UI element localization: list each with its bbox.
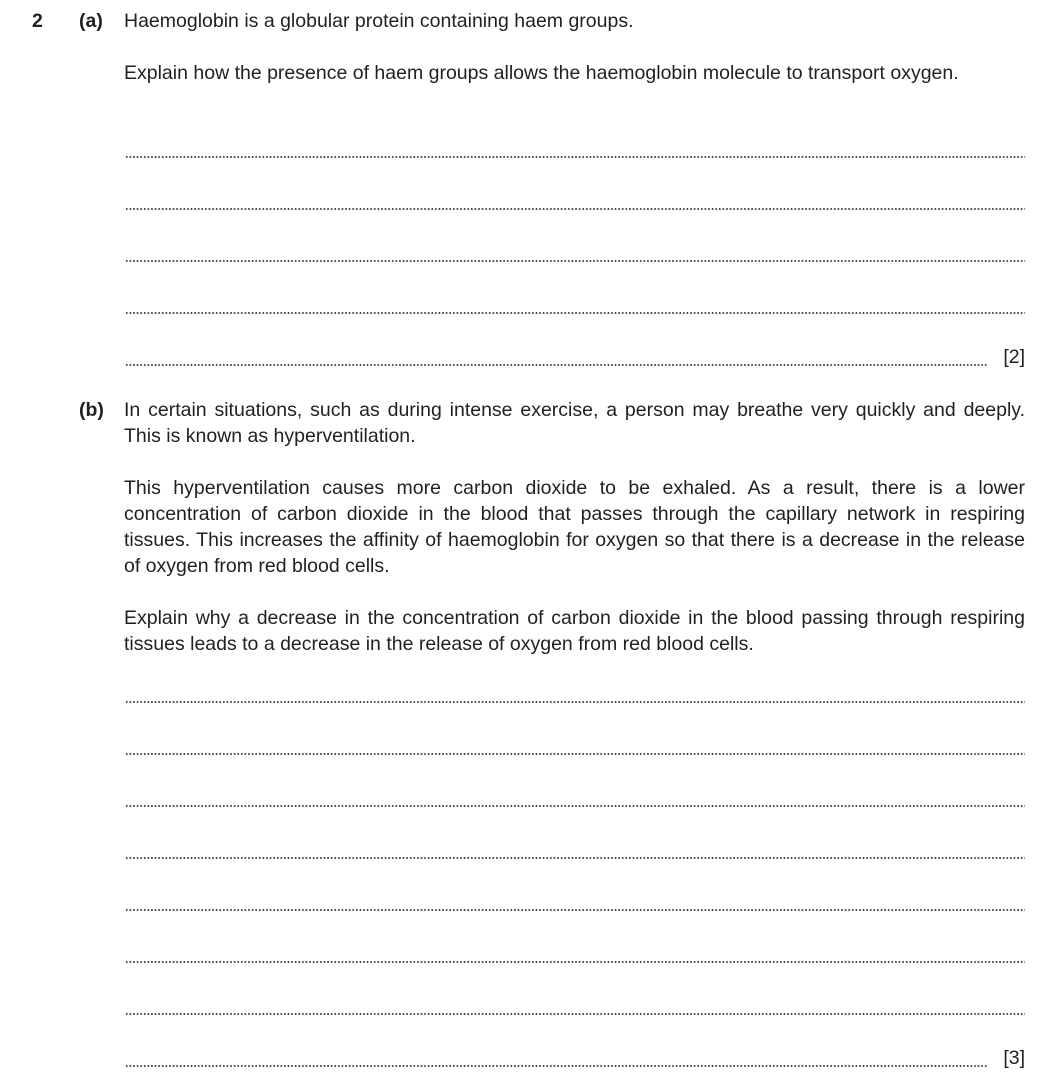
part-a-stem: Haemoglobin is a globular protein containing haem groups.: [124, 10, 634, 32]
part-b-information: This hyperventilation causes more carbon dioxide to be exhaled. As a result, there is a lower concentration of carbon dioxide in the blood that passes through the capillary network in respiring tissues. This increases the affinity of haemoglobin for oxygen so that there is a decrease in the release of oxygen from red blood cells.: [124, 477, 1025, 577]
answer-line[interactable]: [125, 805, 1025, 807]
question-number: 2: [32, 10, 43, 32]
answer-line[interactable]: [125, 701, 1025, 703]
answer-line[interactable]: [125, 857, 1025, 859]
part-a-marks: [2]: [1003, 346, 1025, 368]
part-b-label: (b): [79, 399, 104, 421]
answer-line[interactable]: [125, 753, 1025, 755]
answer-line[interactable]: [125, 208, 1025, 210]
part-b-marks: [3]: [1003, 1047, 1025, 1069]
part-a-question: Explain how the presence of haem groups allows the haemoglobin molecule to transport oxygen.: [124, 62, 959, 84]
answer-line[interactable]: [125, 312, 1025, 314]
answer-line[interactable]: [125, 260, 1025, 262]
part-b-question: Explain why a decrease in the concentration of carbon dioxide in the blood passing through respiring tissues leads to a decrease in the release of oxygen from red blood cells.: [124, 607, 1025, 655]
answer-line[interactable]: [125, 961, 1025, 963]
part-b-context: In certain situations, such as during intense exercise, a person may breathe very quickly and deeply. This is known as hyperventilation.: [124, 399, 1025, 447]
answer-line[interactable]: [125, 1013, 1025, 1015]
part-a-label: (a): [79, 10, 103, 32]
answer-line[interactable]: [125, 909, 1025, 911]
answer-line[interactable]: [125, 156, 1025, 158]
answer-line[interactable]: [125, 1065, 987, 1067]
answer-line[interactable]: [125, 364, 987, 366]
